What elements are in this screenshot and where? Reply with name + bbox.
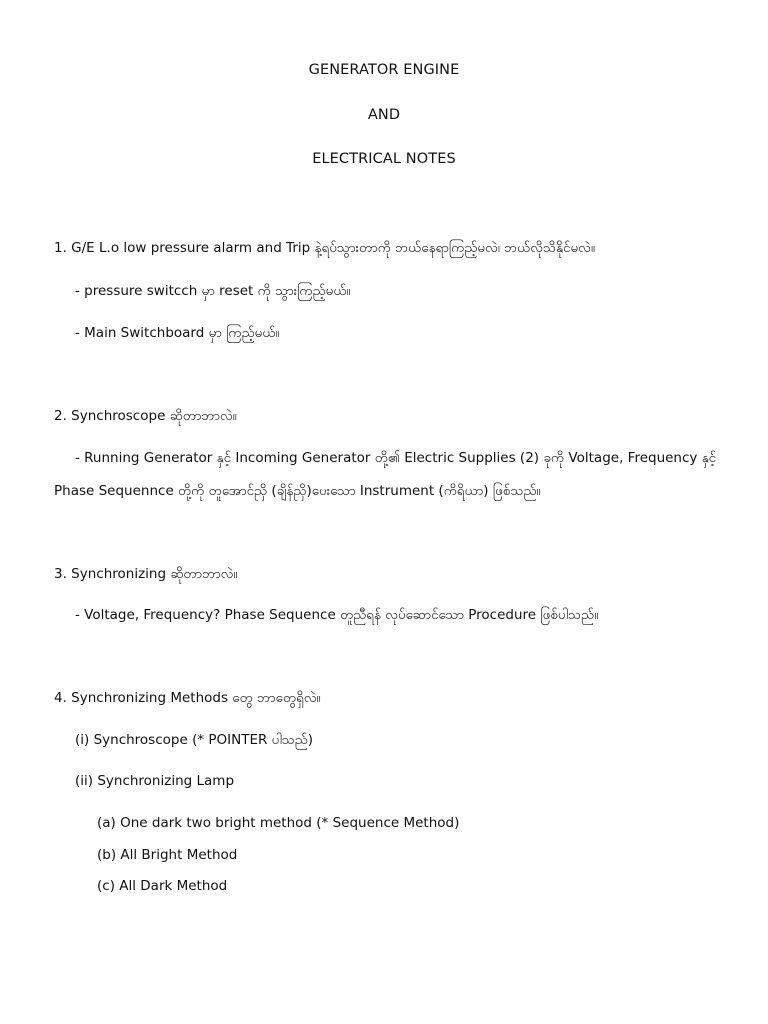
question-2-answer-line-2: Phase Sequennce တို့ကို တူအောင်ညှိ (ချိန်ညှိ)ပေးသော Instrument (ကိရိယာ) ဖြစ်သည်။	[54, 483, 541, 499]
document-title-line-2: AND	[367, 107, 401, 123]
question-2: 2. Synchroscope ဆိုတာဘာလဲ။	[54, 408, 237, 424]
question-4-item-2: (ii) Synchronizing Lamp	[75, 773, 235, 789]
document-title-line-3: ELECTRICAL NOTES	[312, 151, 456, 167]
question-4-subitem-a: (a) One dark two bright method (* Sequence Method)	[97, 815, 460, 831]
question-1-answer-1: - pressure switcch မှာ reset ကို သွားကြည့်မယ်။	[75, 283, 351, 299]
question-1: 1. G/E L.o low pressure alarm and Trip နဲ့ရပ်သွားတာကို ဘယ်နေရာကြည့်မလဲ၊ ဘယ်လိုသိနိုင်မလဲ။	[54, 240, 595, 256]
question-2-answer-line-1: - Running Generator နှင့် Incoming Generator တို့၏ Electric Supplies (2) ခုကို Voltage, Frequency နှင့်	[75, 450, 717, 466]
question-3-answer: - Voltage, Frequency? Phase Sequence တူညီရန် လုပ်ဆောင်သော Procedure ဖြစ်ပါသည်။	[75, 607, 599, 623]
question-4-subitem-b: (b) All Bright Method	[97, 847, 238, 863]
question-4-subitem-c: (c) All Dark Method	[97, 878, 228, 894]
question-4: 4. Synchronizing Methods တွေ ဘာတွေရှိလဲ။	[54, 690, 321, 706]
document-title-line-1: GENERATOR ENGINE	[308, 62, 460, 78]
question-4-item-1: (i) Synchroscope (* POINTER ပါသည်)	[75, 732, 314, 748]
question-1-answer-2: - Main Switchboard မှာ ကြည့်မယ်။	[75, 325, 280, 341]
question-3: 3. Synchronizing ဆိုတာဘာလဲ။	[54, 566, 238, 582]
